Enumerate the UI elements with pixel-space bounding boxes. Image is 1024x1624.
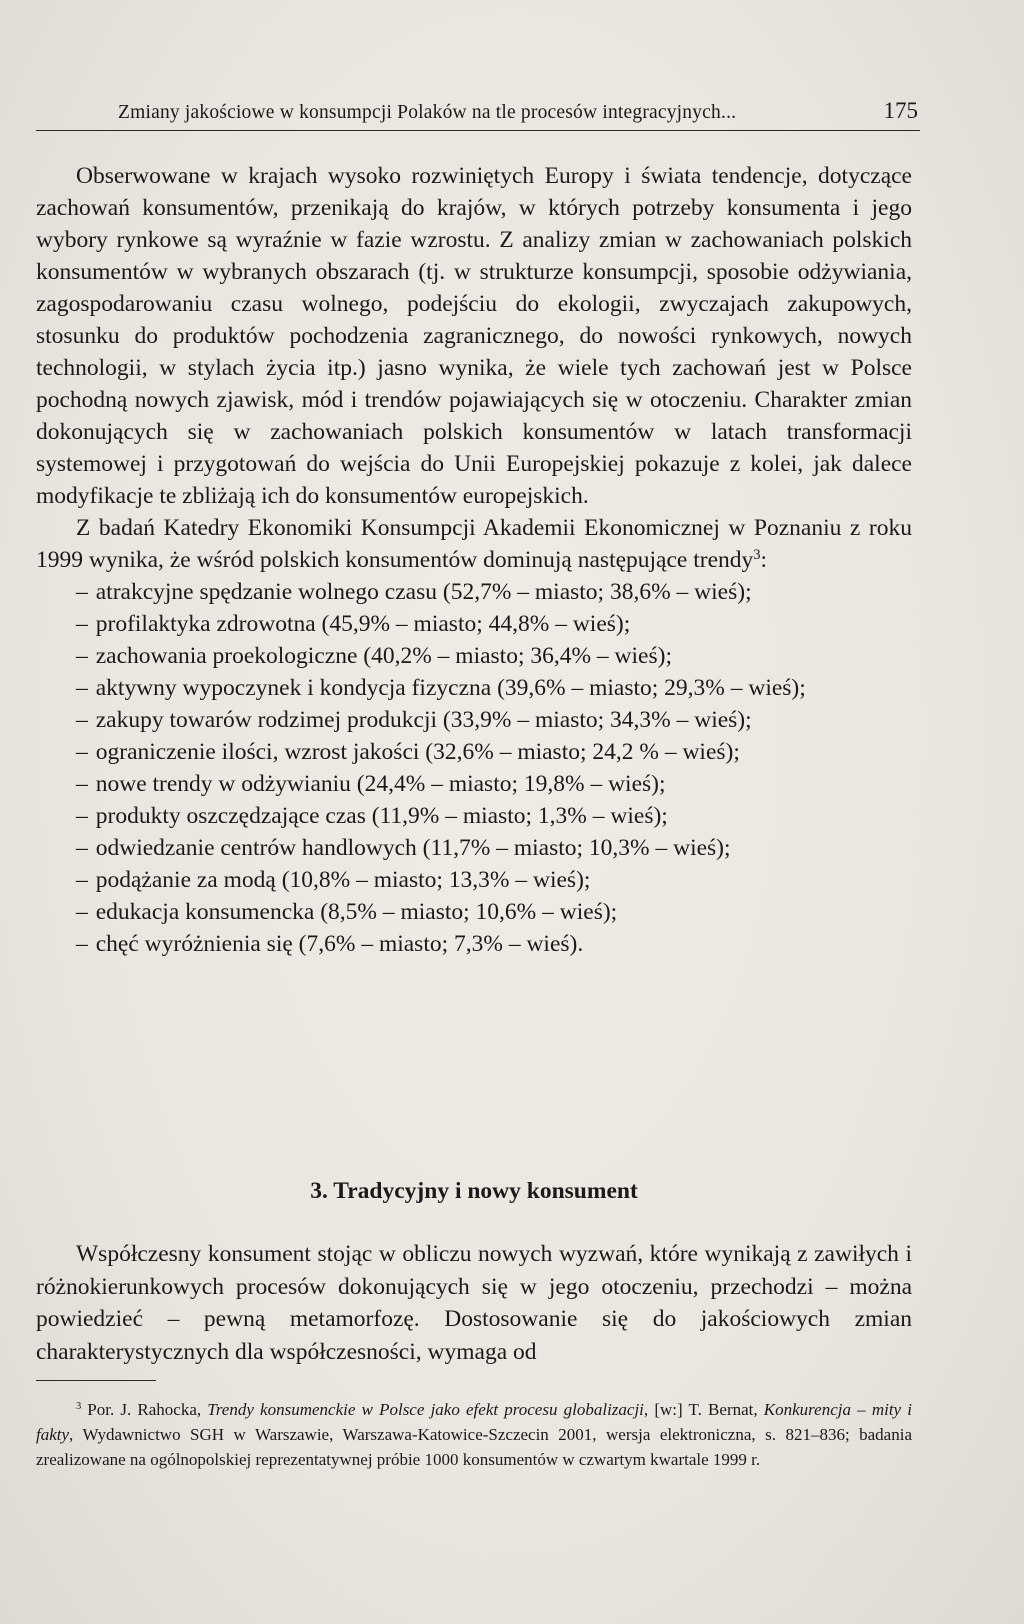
list-item — [36, 608, 912, 640]
paragraph-2 — [36, 512, 912, 576]
footnote-ref: 3 — [753, 547, 761, 563]
footnote — [36, 1397, 912, 1472]
list-dash: – — [76, 835, 88, 861]
running-head — [0, 98, 918, 132]
list-dash: – — [76, 931, 88, 957]
list-item — [36, 928, 912, 960]
list-item-text: chęć wyróżnienia się (7,6% – miasto; 7,3% – wieś). — [95, 931, 584, 957]
list-item — [36, 896, 912, 928]
footnote-title: Trendy konsumenckie w Polsce jako efekt procesu globalizacji — [207, 1400, 644, 1419]
list-item — [36, 736, 912, 768]
section-paragraph: Współczesny konsument stojąc w obliczu nowych wyzwań, które wynikają z zawiłych i różnokierunkowych procesów dokonujących się w jego otoczeniu, przechodzi – można powiedzieć – pewną metamorfozę. Dostosowanie się do jakościowych zmian charakterystycznych dla współczesności, wymaga od — [36, 1241, 912, 1365]
list-item — [36, 672, 912, 704]
footnote-paragraph — [36, 1397, 912, 1472]
list-dash: – — [76, 643, 88, 669]
footnote-rule — [36, 1380, 156, 1381]
list-item — [36, 704, 912, 736]
footnote-book-title: Konkurencja – mity i fakty — [36, 1400, 912, 1444]
paragraph-2-text: Z badań Katedry Ekonomiki Konsumpcji Akademii Ekonomicznej w Poznaniu z roku 1999 wynika, że wśród polskich konsumentów dominują następujące trendy — [36, 515, 912, 573]
footnote-tail: , Wydawnictwo SGH w Warszawie, Warszawa-Katowice-Szczecin 2001, wersja elektroniczna, s. 821–836; badania zrealizowane na ogólnopolskiej reprezentatywnej próbie 1000 konsumentów w czwartym kwartale 1999 r. — [36, 1425, 912, 1469]
running-title: Zmiany jakościowe w konsumpcji Polaków na tle procesów integracyjnych... — [118, 102, 737, 123]
list-item-text: zachowania proekologiczne (40,2% – miasto; 36,4% – wieś); — [95, 643, 672, 669]
paragraph-2-colon: : — [760, 547, 768, 573]
list-item-text: nowe trendy w odżywianiu (24,4% – miasto; 19,8% – wieś); — [95, 771, 666, 797]
list-item-text: aktywny wypoczynek i kondycja fizyczna (39,6% – miasto; 29,3% – wieś); — [95, 675, 806, 701]
list-dash: – — [76, 899, 88, 925]
list-item — [36, 832, 912, 864]
list-dash: – — [76, 675, 88, 701]
list-dash: – — [76, 771, 88, 797]
list-dash: – — [76, 867, 88, 893]
trend-list — [36, 576, 912, 960]
list-dash: – — [76, 803, 88, 829]
main-text — [36, 160, 912, 960]
list-item — [36, 640, 912, 672]
list-dash: – — [76, 579, 88, 605]
list-item-text: produkty oszczędzające czas (11,9% – miasto; 1,3% – wieś); — [95, 803, 668, 829]
list-item-text: profilaktyka zdrowotna (45,9% – miasto; 44,8% – wieś); — [95, 611, 631, 637]
list-item-text: zakupy towarów rodzimej produkcji (33,9% – miasto; 34,3% – wieś); — [95, 707, 752, 733]
section-heading: 3. Tradycyjny i nowy konsument — [310, 1178, 638, 1204]
list-item-text: edukacja konsumencka (8,5% – miasto; 10,6% – wieś); — [95, 899, 618, 925]
list-item — [36, 576, 912, 608]
list-item — [36, 864, 912, 896]
footnote-lead: Por. J. Rahocka, — [87, 1400, 208, 1419]
section-text — [36, 1238, 912, 1368]
paragraph-1: Obserwowane w krajach wysoko rozwiniętych Europy i świata tendencje, dotyczące zachowań konsumentów, przenikają do krajów, w których potrzeby konsumenta i jego wybory rynkowe są wyraźnie w fazie wzrostu. Z analizy zmian w zachowaniach polskich konsumentów w wybranych obszarach (tj. w strukturze konsumpcji, sposobie odżywiania, zagospodarowaniu czasu wolnego, podejściu do ekologii, zwyczajach zakupowych, stosunku do produktów pochodzenia zagranicznego, do nowości rynkowych, nowych technologii, w stylach życia itp.) jasno wynika, że wiele tych zachowań jest w Polsce pochodną nowych zjawisk, mód i trendów pojawiających się w otoczeniu. Charakter zmian dokonujących się w zachowaniach polskich konsumentów w latach transformacji systemowej i przygotowań do wejścia do Unii Europejskiej pokazuje z kolei, jak dalece modyfikacje te zbliżają ich do konsumentów europejskich. — [36, 163, 912, 509]
page-number: 175 — [883, 98, 918, 123]
list-item-text: ograniczenie ilości, wzrost jakości (32,6% – miasto; 24,2 % – wieś); — [95, 739, 740, 765]
list-item-text: podążanie za modą (10,8% – miasto; 13,3% – wieś); — [95, 867, 591, 893]
footnote-mark: 3 — [76, 1401, 82, 1413]
list-dash: – — [76, 707, 88, 733]
list-item-text: atrakcyjne spędzanie wolnego czasu (52,7% – miasto; 38,6% – wieś); — [95, 579, 752, 605]
header-rule — [36, 130, 920, 131]
list-item-text: odwiedzanie centrów handlowych (11,7% – miasto; 10,3% – wieś); — [95, 835, 731, 861]
list-dash: – — [76, 739, 88, 765]
list-item — [36, 800, 912, 832]
list-dash: – — [76, 611, 88, 637]
list-item — [36, 768, 912, 800]
footnote-mid: , [w:] T. Bernat, — [643, 1400, 764, 1419]
